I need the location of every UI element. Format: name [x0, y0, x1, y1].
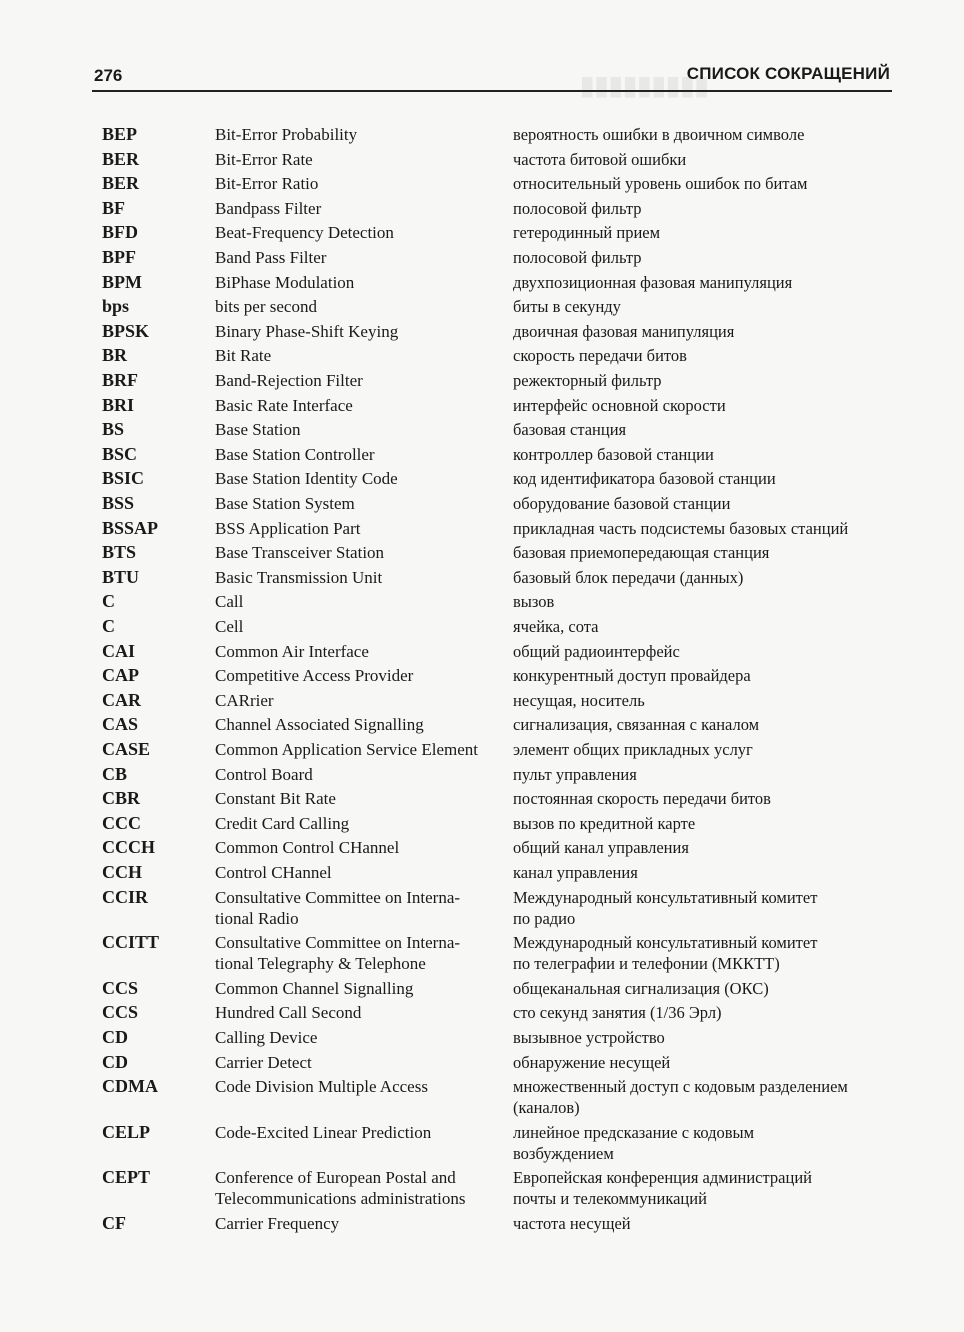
english-expansion: Common Air Interface — [215, 642, 369, 661]
russian-translation: общеканальная сигнализация (ОКС) — [513, 979, 769, 998]
abbreviation: BSC — [102, 444, 138, 464]
english-expansion: Control Board — [215, 765, 313, 784]
english-expansion: BiPhase Modulation — [215, 273, 355, 292]
english-expansion: Code-Excited Linear Prediction — [215, 1123, 432, 1142]
english-expansion: Calling Device — [215, 1028, 318, 1047]
english-expansion: Common Control CHannel — [215, 838, 400, 857]
abbreviation: BRF — [102, 370, 138, 390]
abbreviation: CEPT — [102, 1167, 151, 1187]
russian-translation: Международный консультативный комитет по радио — [513, 888, 818, 928]
english-expansion: Consultative Committee on Interna- tional Radio — [215, 888, 461, 928]
english-expansion: Credit Card Calling — [215, 814, 350, 833]
abbreviation: BF — [102, 198, 126, 218]
english-expansion: Consultative Committee on Interna- tional Telegraphy & Telephone — [215, 933, 461, 973]
english-expansion: Carrier Detect — [215, 1053, 312, 1072]
abbreviation: CAP — [102, 665, 139, 685]
russian-translation: конкурентный доступ провайдера — [513, 666, 751, 685]
russian-translation: гетеродинный прием — [513, 223, 661, 242]
abbreviation: CCH — [102, 862, 142, 882]
english-expansion: CARrier — [215, 691, 274, 710]
russian-translation: обнаружение несущей — [513, 1053, 671, 1072]
english-expansion: Base Station Identity Code — [215, 469, 398, 488]
abbreviation: CCC — [102, 813, 141, 833]
abbreviation: CCCH — [102, 837, 155, 857]
english-expansion: Constant Bit Rate — [215, 789, 336, 808]
abbreviation: C — [102, 591, 115, 611]
english-expansion: BSS Application Part — [215, 519, 361, 538]
abbreviation: BPF — [102, 247, 136, 267]
russian-translation: вызов — [513, 592, 555, 611]
abbreviation: CF — [102, 1213, 126, 1233]
abbreviation: CELP — [102, 1122, 151, 1142]
russian-translation: биты в секунду — [513, 297, 621, 316]
russian-translation: ячейка, сота — [513, 617, 599, 636]
russian-translation: сигнализация, связанная с каналом — [513, 715, 760, 734]
abbreviation: bps — [102, 296, 130, 316]
russian-translation: вероятность ошибки в двоичном символе — [513, 125, 805, 144]
russian-translation: код идентификатора базовой станции — [513, 469, 776, 488]
abbreviation: CCS — [102, 1002, 139, 1022]
english-expansion: Common Channel Signalling — [215, 979, 414, 998]
russian-translation: вызов по кредитной карте — [513, 814, 696, 833]
english-expansion: Channel Associated Signalling — [215, 715, 424, 734]
abbreviation: BSS — [102, 493, 135, 513]
russian-translation: полосовой фильтр — [513, 199, 642, 218]
russian-translation: Международный консультативный комитет по телеграфии и телефонии (МККТТ) — [513, 933, 818, 973]
english-expansion: Conference of European Postal and Telecommunications administrations — [215, 1168, 466, 1208]
russian-translation: линейное предсказание с кодовым возбуждением — [513, 1123, 755, 1163]
abbreviation: BSSAP — [102, 518, 159, 538]
russian-translation: базовая станция — [513, 420, 627, 439]
abbreviation: CAR — [102, 690, 141, 710]
abbreviation: BFD — [102, 222, 138, 242]
russian-translation: общий канал управления — [513, 838, 689, 857]
abbreviation: BS — [102, 419, 125, 439]
abbreviation: BRI — [102, 395, 135, 415]
english-expansion: Base Station System — [215, 494, 355, 513]
russian-translation: сто секунд занятия (1/36 Эрл) — [513, 1003, 722, 1022]
english-expansion: Competitive Access Provider — [215, 666, 414, 685]
english-expansion: Carrier Frequency — [215, 1214, 340, 1233]
abbreviation: CCIR — [102, 887, 149, 907]
abbreviation: BSIC — [102, 468, 145, 488]
english-expansion: Basic Transmission Unit — [215, 568, 383, 587]
bleed-through-text: ▮▮▮▮▮▮▮▮▮ — [580, 70, 709, 100]
russian-translation: режекторный фильтр — [513, 371, 662, 390]
russian-translation: относительный уровень ошибок по битам — [513, 174, 808, 193]
abbreviation: BEP — [102, 124, 138, 144]
russian-translation: вызывное устройство — [513, 1028, 665, 1047]
russian-translation: контроллер базовой станции — [513, 445, 714, 464]
english-expansion: bits per second — [215, 297, 317, 316]
russian-translation: пульт управления — [513, 765, 637, 784]
english-expansion: Bandpass Filter — [215, 199, 322, 218]
english-expansion: Base Transceiver Station — [215, 543, 385, 562]
russian-translation: множественный доступ с кодовым разделением (каналов) — [513, 1077, 848, 1117]
english-expansion: Hundred Call Second — [215, 1003, 362, 1022]
english-expansion: Common Application Service Element — [215, 740, 478, 759]
english-expansion: Binary Phase-Shift Keying — [215, 322, 399, 341]
russian-translation: постоянная скорость передачи битов — [513, 789, 771, 808]
english-expansion: Bit Rate — [215, 346, 272, 365]
abbreviation: CCITT — [102, 932, 160, 952]
abbreviation: BTU — [102, 567, 140, 587]
russian-translation: интерфейс основной скорости — [513, 396, 726, 415]
abbreviation: CASE — [102, 739, 151, 759]
abbreviation: BPM — [102, 272, 142, 292]
english-expansion: Beat-Frequency Detection — [215, 223, 394, 242]
russian-translation: прикладная часть подсистемы базовых станций — [513, 519, 849, 538]
running-title: СПИСОК СОКРАЩЕНИЙ — [686, 64, 890, 83]
russian-translation: канал управления — [513, 863, 638, 882]
english-expansion: Bit-Error Probability — [215, 125, 358, 144]
abbreviation: BTS — [102, 542, 137, 562]
english-expansion: Base Station — [215, 420, 301, 439]
abbreviation: BR — [102, 345, 128, 365]
page-number: 276 — [94, 66, 123, 85]
abbreviation: CDMA — [102, 1076, 158, 1096]
english-expansion: Basic Rate Interface — [215, 396, 353, 415]
russian-translation: несущая, носитель — [513, 691, 645, 710]
abbreviation: CBR — [102, 788, 141, 808]
abbreviation: CD — [102, 1052, 128, 1072]
abbreviation: C — [102, 616, 115, 636]
russian-translation: базовый блок передачи (данных) — [513, 568, 744, 587]
english-expansion: Band Pass Filter — [215, 248, 327, 267]
russian-translation: частота битовой ошибки — [513, 150, 687, 169]
english-expansion: Call — [215, 592, 244, 611]
russian-translation: частота несущей — [513, 1214, 631, 1233]
russian-translation: элемент общих прикладных услуг — [513, 740, 753, 759]
abbreviation: CAI — [102, 641, 136, 661]
abbreviation: CB — [102, 764, 128, 784]
english-expansion: Band-Rejection Filter — [215, 371, 363, 390]
russian-translation: двухпозиционная фазовая манипуляция — [513, 273, 793, 292]
english-expansion: Base Station Controller — [215, 445, 375, 464]
russian-translation: двоичная фазовая манипуляция — [513, 322, 735, 341]
abbreviation: CCS — [102, 978, 139, 998]
abbreviation: BPSK — [102, 321, 150, 341]
russian-translation: оборудование базовой станции — [513, 494, 731, 513]
english-expansion: Control CHannel — [215, 863, 332, 882]
english-expansion: Bit-Error Rate — [215, 150, 313, 169]
russian-translation: базовая приемопередающая станция — [513, 543, 770, 562]
abbreviation: BER — [102, 149, 140, 169]
english-expansion: Bit-Error Ratio — [215, 174, 319, 193]
english-expansion: Code Division Multiple Access — [215, 1077, 428, 1096]
abbreviation: CAS — [102, 714, 139, 734]
russian-translation: Европейская конференция администраций почты и телекоммуникаций — [513, 1168, 812, 1208]
russian-translation: общий радиоинтерфейс — [513, 642, 680, 661]
russian-translation: скорость передачи битов — [513, 346, 687, 365]
abbreviation: CD — [102, 1027, 128, 1047]
russian-translation: полосовой фильтр — [513, 248, 642, 267]
abbreviation: BER — [102, 173, 140, 193]
english-expansion: Cell — [215, 617, 244, 636]
